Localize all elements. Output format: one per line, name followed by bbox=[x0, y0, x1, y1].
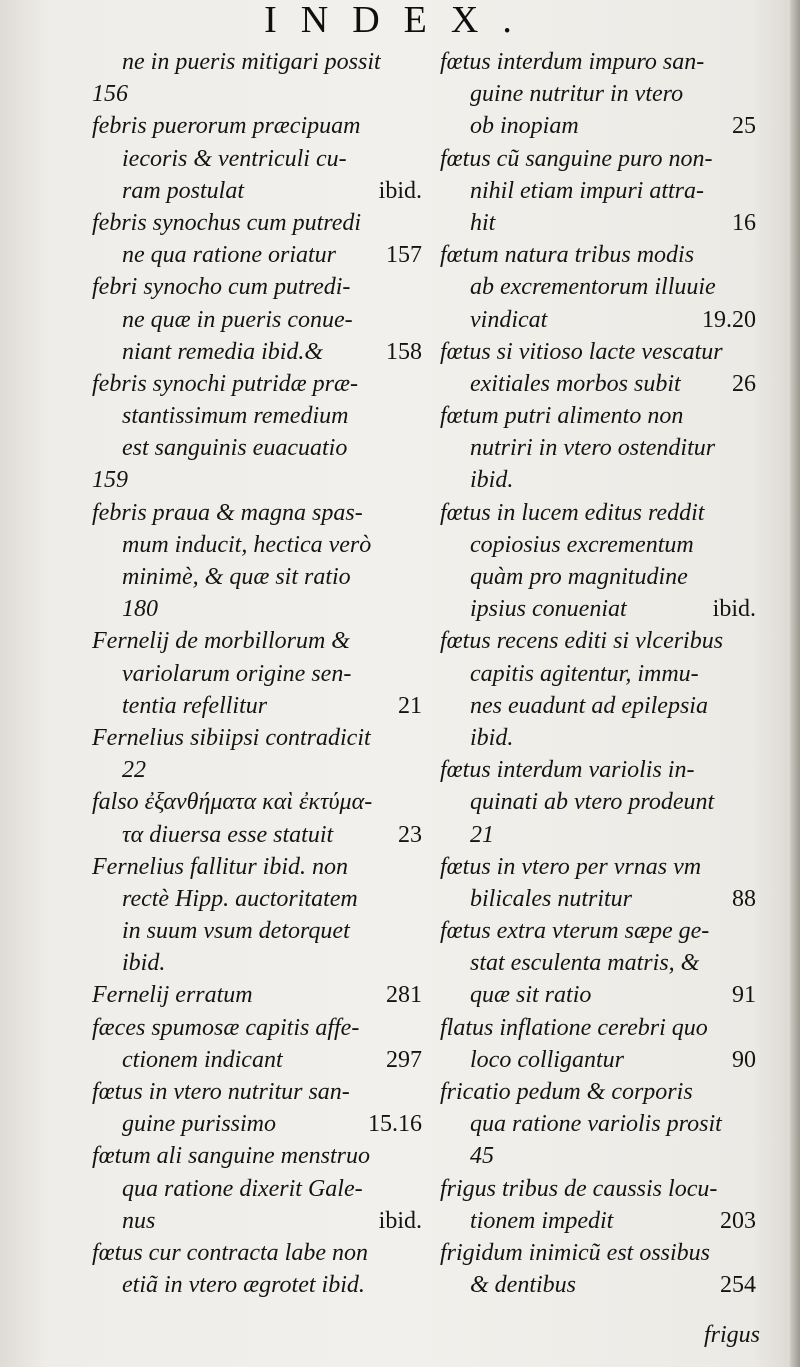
index-entry-line bbox=[440, 690, 756, 722]
index-entry-line bbox=[440, 400, 756, 432]
index-entry-line bbox=[440, 851, 756, 883]
index-entry-line bbox=[440, 1012, 756, 1044]
index-entry-line bbox=[440, 1205, 756, 1237]
index-entry bbox=[92, 786, 422, 850]
index-entry-text: ne qua ratione oriatur bbox=[122, 242, 336, 269]
index-entry-line bbox=[92, 947, 422, 979]
index-entry-line bbox=[92, 1140, 422, 1172]
index-entry-text: τα diuersa esse statuit bbox=[122, 821, 334, 848]
index-entry-text: fæces spumosæ capitis affe- bbox=[92, 1014, 360, 1041]
index-entry-text: tentia refellitur bbox=[122, 692, 268, 719]
index-entry-line bbox=[440, 722, 756, 754]
index-entry bbox=[92, 271, 422, 368]
index-entry-line bbox=[440, 1140, 756, 1172]
index-entry-text: Fernelij erratum bbox=[92, 982, 253, 1009]
index-entry-line bbox=[440, 979, 756, 1011]
index-entry-text: est sanguinis euacuatio bbox=[122, 435, 348, 462]
index-entry-line bbox=[440, 1173, 756, 1205]
index-entry-text: fœtus si vitioso lacte vescatur bbox=[440, 338, 723, 365]
index-entry-line bbox=[440, 1237, 756, 1269]
index-entry-text: frigus tribus de caussis locu- bbox=[440, 1175, 718, 1202]
index-column-right bbox=[440, 46, 756, 1301]
index-entry bbox=[440, 915, 756, 1012]
index-entry-line bbox=[440, 625, 756, 657]
index-entry-line bbox=[440, 271, 756, 303]
index-entry-text: bilicales nutritur bbox=[470, 885, 632, 912]
index-entry-text: ob inopiam bbox=[470, 113, 579, 140]
index-entry bbox=[92, 1076, 422, 1140]
index-entry-line bbox=[92, 207, 422, 239]
index-entry bbox=[440, 239, 756, 336]
index-entry-text: ram postulat bbox=[122, 177, 245, 204]
index-entry-line bbox=[440, 78, 756, 110]
index-entry-line bbox=[440, 529, 756, 561]
index-entry-text: fœtum ali sanguine menstruo bbox=[92, 1143, 371, 1170]
index-entry-line bbox=[92, 529, 422, 561]
index-entry-text: 21 bbox=[470, 821, 494, 848]
index-entry-text: minimè, & quæ sit ratio bbox=[122, 564, 351, 590]
index-entry bbox=[92, 46, 422, 110]
index-entry-text: variolarum origine sen- bbox=[122, 660, 352, 687]
index-entry-line bbox=[440, 947, 756, 979]
index-entry-line bbox=[440, 786, 756, 818]
index-entry-line bbox=[92, 271, 422, 303]
index-entry-line bbox=[92, 110, 422, 142]
index-entry-text: 22 bbox=[122, 757, 146, 784]
index-entry-text: fœtus interdum variolis in- bbox=[440, 757, 695, 784]
page-reference: 203 bbox=[720, 1207, 756, 1234]
index-entry-text: 156 bbox=[92, 81, 128, 108]
page-reference: 15.16 bbox=[368, 1111, 422, 1138]
index-entry-text: qua ratione variolis prosit bbox=[470, 1111, 722, 1138]
index-entry-text: ipsius conueniat bbox=[470, 596, 627, 623]
index-entry-text: nihil etiam impuri attra- bbox=[470, 177, 704, 204]
index-entry-line bbox=[92, 561, 422, 593]
index-entry bbox=[92, 368, 422, 497]
index-entry-text: copiosius excrementum bbox=[470, 531, 694, 558]
index-entry-line bbox=[92, 400, 422, 432]
page-reference: 158 bbox=[386, 338, 422, 365]
index-entry bbox=[440, 851, 756, 915]
index-entry-text: capitis agitentur, immu- bbox=[470, 660, 699, 687]
index-entry bbox=[440, 754, 756, 851]
index-entry-line bbox=[440, 175, 756, 207]
index-entry-line bbox=[440, 336, 756, 368]
index-entry bbox=[92, 1012, 422, 1076]
index-entry-line bbox=[92, 883, 422, 915]
index-entry-line bbox=[440, 207, 756, 239]
index-entry-text: ab excrementorum illuuie bbox=[470, 274, 716, 301]
index-entry-text: falso ἐξανθήματα καὶ ἐκτύμα- bbox=[92, 789, 373, 816]
index-entry-text: nutriri in vtero ostenditur bbox=[470, 435, 716, 462]
index-entry-line bbox=[92, 819, 422, 851]
page-reference: 281 bbox=[386, 982, 422, 1009]
index-entry-text: vindicat bbox=[470, 306, 548, 333]
index-entry-text: stat esculenta matris, & bbox=[470, 950, 700, 977]
index-entry-text: quæ sit ratio bbox=[470, 982, 592, 1009]
index-entry bbox=[440, 1012, 756, 1076]
page-reference: ibid. bbox=[712, 596, 756, 623]
index-entry-text: 159 bbox=[92, 467, 128, 494]
catchword: frigus bbox=[703, 1322, 760, 1348]
page-reference: 157 bbox=[386, 242, 422, 269]
index-entry-text: nes euadunt ad epilepsia bbox=[470, 692, 708, 719]
index-entry-text: fœtus extra vterum sæpe ge- bbox=[440, 918, 710, 945]
index-entry-line bbox=[440, 368, 756, 400]
index-entry-text: ne quæ in pueris conue- bbox=[122, 306, 353, 333]
index-entry-line bbox=[92, 497, 422, 529]
index-entry-text: Fernelius fallitur ibid. non bbox=[92, 853, 348, 880]
page-reference: 19.20 bbox=[702, 306, 756, 333]
index-entry-line bbox=[440, 593, 756, 625]
index-entry-line bbox=[92, 625, 422, 657]
index-entry-line bbox=[440, 1076, 756, 1108]
index-entry-line bbox=[440, 239, 756, 271]
index-entry-text: tionem impedit bbox=[470, 1207, 614, 1234]
index-entry-text: quàm pro magnitudine bbox=[470, 564, 688, 590]
index-entry-line bbox=[92, 175, 422, 207]
index-entry-text: fœtus in vtero per vrnas vm bbox=[440, 853, 702, 880]
index-entry-line bbox=[92, 1108, 422, 1140]
index-entry-line bbox=[440, 432, 756, 464]
index-entry bbox=[440, 336, 756, 400]
index-entry-line bbox=[440, 915, 756, 947]
index-entry-line bbox=[92, 786, 422, 818]
page-reference: 23 bbox=[398, 821, 422, 848]
index-entry-text: iecoris & ventriculi cu- bbox=[122, 145, 347, 172]
index-entry-text: febris praua & magna spas- bbox=[92, 499, 363, 526]
index-entry-line bbox=[92, 304, 422, 336]
index-entry-text: guine nutritur in vtero bbox=[470, 81, 684, 108]
page-edge-shadow bbox=[790, 0, 800, 1367]
index-entry-text: fœtum putri alimento non bbox=[440, 403, 684, 430]
page-reference: 88 bbox=[732, 885, 756, 912]
index-entry-text: ctionem indicant bbox=[122, 1046, 283, 1073]
index-entry bbox=[92, 722, 422, 786]
index-entry-text: niant remedia ibid.& bbox=[122, 338, 324, 365]
index-entry-text: fœtus in lucem editus reddit bbox=[440, 499, 705, 526]
index-entry-line bbox=[92, 78, 422, 110]
index-entry-line bbox=[92, 722, 422, 754]
index-entry-text: hit bbox=[470, 209, 496, 236]
index-entry-text: stantissimum remedium bbox=[122, 403, 349, 430]
index-entry-text: etiã in vtero ægrotet ibid. bbox=[122, 1272, 365, 1299]
index-entry-text: mum inducit, hectica verò bbox=[122, 531, 372, 558]
index-entry-line bbox=[440, 46, 756, 78]
index-entry-text: 45 bbox=[470, 1143, 494, 1170]
index-entry-line bbox=[92, 336, 422, 368]
index-entry-text: guine purissimo bbox=[122, 1111, 277, 1138]
index-entry-line bbox=[440, 110, 756, 142]
index-entry-line bbox=[92, 658, 422, 690]
index-entry-text: febri synocho cum putredi- bbox=[92, 274, 351, 301]
index-entry-line bbox=[440, 883, 756, 915]
index-entry-line bbox=[440, 464, 756, 496]
page-reference: 254 bbox=[720, 1272, 756, 1299]
index-entry bbox=[440, 143, 756, 240]
index-entry-line bbox=[440, 1044, 756, 1076]
index-entry-line bbox=[92, 915, 422, 947]
index-entry bbox=[92, 1140, 422, 1237]
index-entry-text: ibid. bbox=[470, 467, 514, 494]
index-entry-text: fœtus cũ sanguine puro non- bbox=[440, 145, 713, 172]
index-entry bbox=[92, 110, 422, 207]
index-entry-text: ibid. bbox=[122, 950, 166, 977]
page-reference: 16 bbox=[732, 209, 756, 236]
index-entry-line bbox=[92, 368, 422, 400]
index-entry-line bbox=[440, 561, 756, 593]
index-entry bbox=[440, 625, 756, 754]
index-entry-line bbox=[92, 432, 422, 464]
index-entry-line bbox=[92, 754, 422, 786]
page-reference: ibid. bbox=[378, 177, 422, 204]
index-entry-text: fœtus interdum impuro san- bbox=[440, 49, 705, 75]
index-entry bbox=[92, 625, 422, 722]
index-entry-text: ibid. bbox=[470, 724, 514, 751]
index-entry-line bbox=[92, 143, 422, 175]
index-entry-line bbox=[92, 1237, 422, 1269]
index-entry bbox=[92, 1237, 422, 1301]
page-title: INDEX. bbox=[264, 0, 536, 41]
index-entry-text: Fernelij de morbillorum & bbox=[92, 628, 350, 655]
index-entry-line bbox=[92, 1269, 422, 1301]
index-entry-text: febris synochi putridæ præ- bbox=[92, 370, 359, 397]
index-entry-line bbox=[440, 497, 756, 529]
index-entry-text: fœtum natura tribus modis bbox=[440, 242, 695, 269]
index-entry-line bbox=[440, 1269, 756, 1301]
index-entry-text: rectè Hipp. auctoritatem bbox=[122, 885, 358, 912]
index-entry-line bbox=[440, 819, 756, 851]
index-column-left bbox=[92, 46, 422, 1301]
index-entry-text: fœtus recens editi si vlceribus bbox=[440, 628, 724, 655]
index-entry-line bbox=[440, 143, 756, 175]
index-entry-text: qua ratione dixerit Gale- bbox=[122, 1175, 363, 1202]
index-entry-text: fœtus cur contracta labe non bbox=[92, 1239, 368, 1266]
index-entry-text: 180 bbox=[122, 596, 158, 623]
index-entry-text: loco colligantur bbox=[470, 1046, 624, 1073]
index-entry bbox=[440, 1076, 756, 1173]
index-entry-text: frigidum inimicũ est ossibus bbox=[440, 1239, 711, 1266]
index-entry bbox=[92, 851, 422, 980]
index-entry-line bbox=[92, 1173, 422, 1205]
page-reference: 25 bbox=[732, 113, 756, 140]
index-entry-line bbox=[440, 1108, 756, 1140]
index-entry-text: quinati ab vtero prodeunt bbox=[470, 789, 715, 816]
index-entry-line bbox=[92, 1076, 422, 1108]
index-entry-line bbox=[440, 658, 756, 690]
index-entry bbox=[440, 497, 756, 626]
page-reference: 297 bbox=[386, 1046, 422, 1073]
index-entry bbox=[440, 400, 756, 497]
index-entry-text: febris synochus cum putredi bbox=[92, 209, 362, 236]
index-entry bbox=[440, 46, 756, 143]
index-entry-text: ne in pueris mitigari possit bbox=[122, 49, 381, 75]
page-reference: 90 bbox=[732, 1046, 756, 1073]
index-entry-text: in suum vsum detorquet bbox=[122, 918, 350, 945]
index-entry-text: & dentibus bbox=[470, 1272, 576, 1299]
index-entry bbox=[92, 979, 422, 1011]
page-reference: 91 bbox=[732, 982, 756, 1009]
index-entry-line bbox=[92, 46, 422, 78]
index-entry-text: fricatio pedum & corporis bbox=[440, 1079, 693, 1105]
index-entry-line bbox=[92, 464, 422, 496]
page-reference: ibid. bbox=[378, 1207, 422, 1234]
page-reference: 26 bbox=[732, 370, 756, 397]
index-entry-line bbox=[92, 1012, 422, 1044]
index-entry-text: exitiales morbos subit bbox=[470, 370, 681, 397]
index-entry bbox=[440, 1173, 756, 1237]
index-entry-text: febris puerorum præcipuam bbox=[92, 113, 361, 140]
index-entry bbox=[440, 1237, 756, 1301]
index-entry-line bbox=[92, 851, 422, 883]
index-entry-text: Fernelius sibiipsi contradicit bbox=[92, 724, 371, 751]
index-entry-line bbox=[92, 1044, 422, 1076]
index-entry-text: fœtus in vtero nutritur san- bbox=[92, 1079, 350, 1105]
page-reference: 21 bbox=[398, 692, 422, 719]
index-entry-line bbox=[92, 239, 422, 271]
index-entry-text: nus bbox=[122, 1207, 156, 1234]
index-entry-line bbox=[440, 304, 756, 336]
index-entry bbox=[92, 207, 422, 271]
index-entry-line bbox=[92, 1205, 422, 1237]
index-entry-text: flatus inflatione cerebri quo bbox=[440, 1014, 708, 1041]
index-entry bbox=[92, 497, 422, 626]
index-entry-line bbox=[92, 690, 422, 722]
index-entry-line bbox=[92, 979, 422, 1011]
index-entry-line bbox=[92, 593, 422, 625]
index-entry-line bbox=[440, 754, 756, 786]
